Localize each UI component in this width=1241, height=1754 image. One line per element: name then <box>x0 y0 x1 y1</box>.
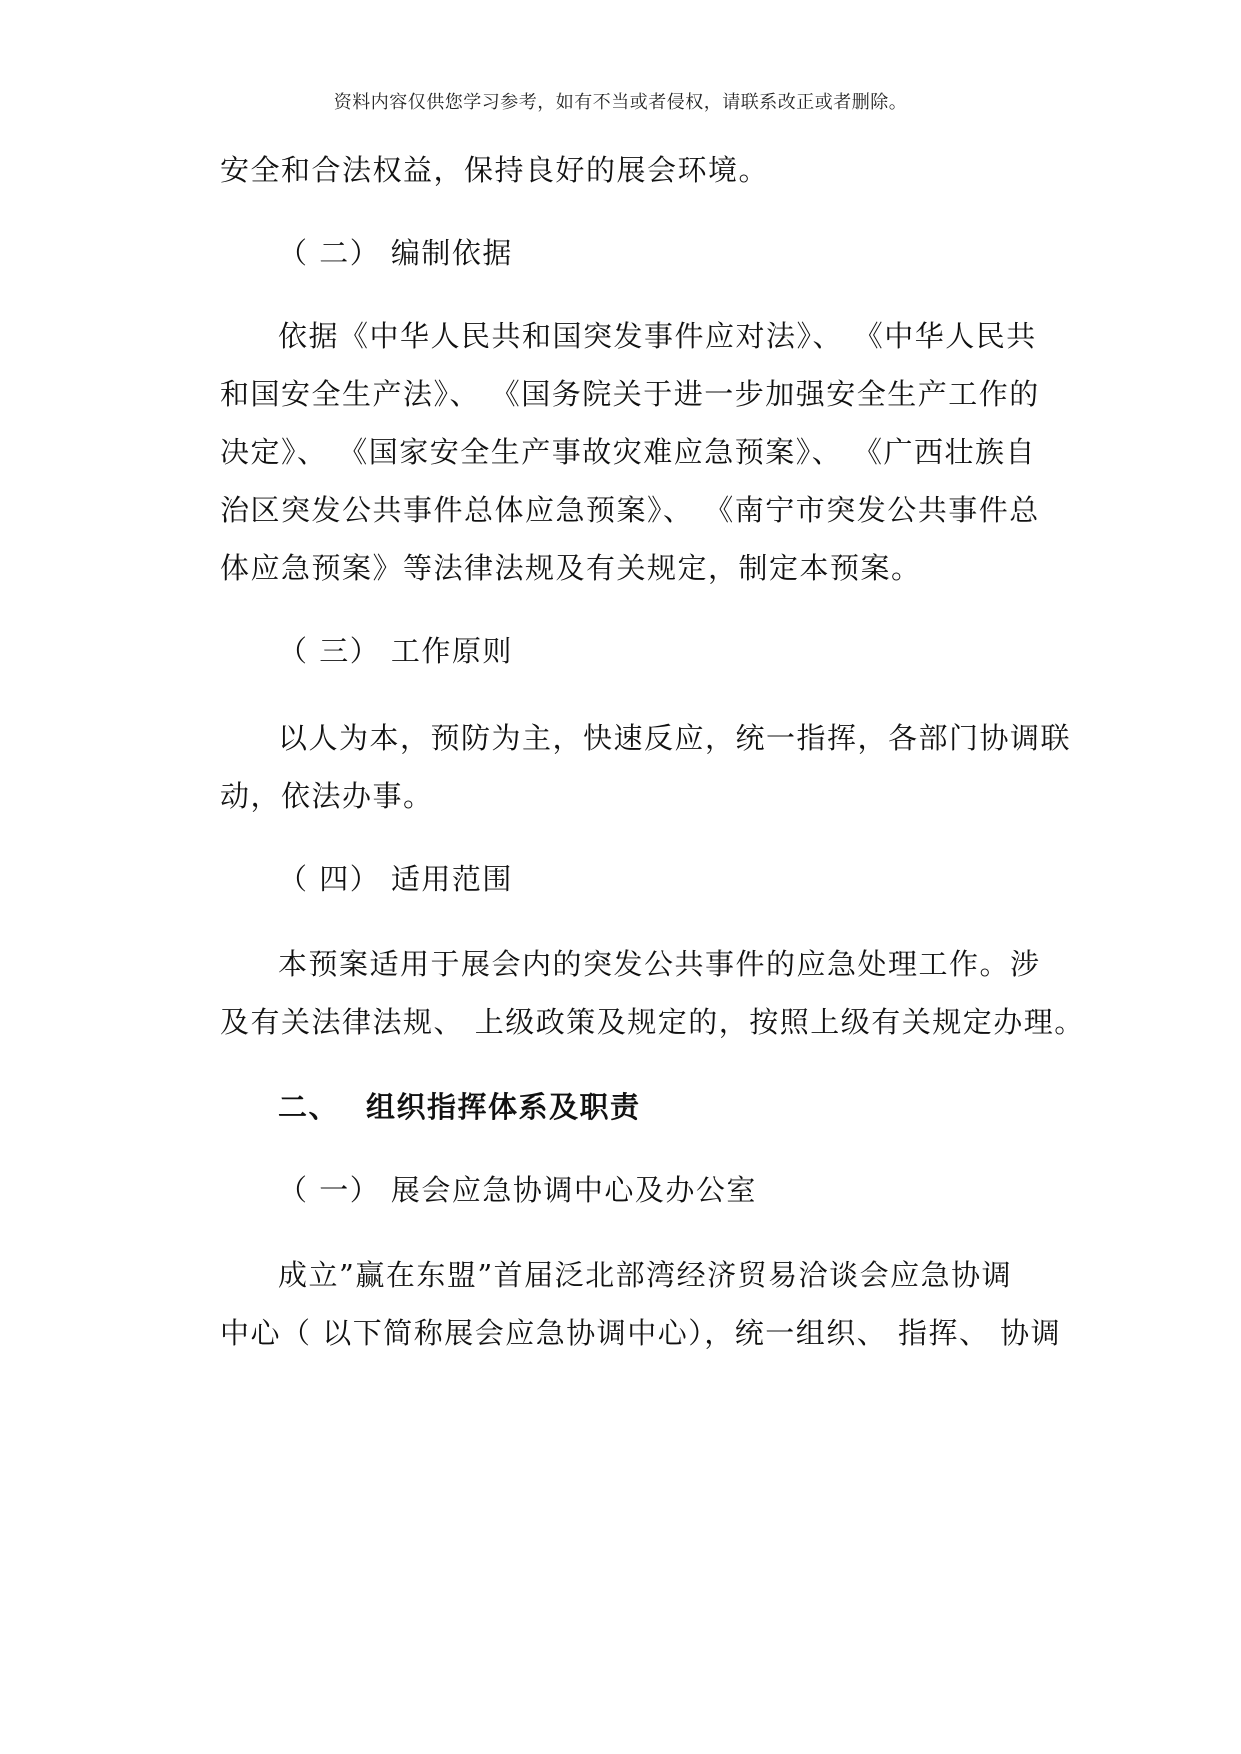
subheading-coordination-center: （ 一） 展会应急协调中心及办公室 <box>278 1173 757 1207</box>
paragraph-line: 本预案适用于展会内的突发公共事件的应急处理工作。涉 <box>278 947 1041 981</box>
paragraph-line: 动，依法办事。 <box>220 779 434 813</box>
subheading-scope: （ 四） 适用范围 <box>278 862 513 896</box>
paragraph-line: 决定》、 《国家安全生产事故灾难应急预案》、 《广西壮族自 <box>220 435 1036 469</box>
paragraph-line: 成立”赢在东盟”首届泛北部湾经济贸易洽谈会应急协调 <box>278 1258 1013 1292</box>
paragraph-line: 及有关法律法规、 上级政策及规定的，按照上级有关规定办理。 <box>220 1005 1085 1039</box>
subheading-principles: （ 三） 工作原则 <box>278 634 513 668</box>
section-number: 二、 <box>278 1090 340 1124</box>
header-disclaimer: 资料内容仅供您学习参考，如有不当或者侵权，请联系改正或者删除。 <box>333 92 908 113</box>
paragraph-line: 中心（ 以下简称展会应急协调中心），统一组织、 指挥、 协调 <box>220 1316 1062 1350</box>
paragraph-line: 体应急预案》等法律法规及有关规定，制定本预案。 <box>220 551 922 585</box>
paragraph-line: 和国安全生产法》、 《国务院关于进一步加强安全生产工作的 <box>220 377 1040 411</box>
subheading-basis: （ 二） 编制依据 <box>278 236 513 270</box>
paragraph-line: 依据《中华人民共和国突发事件应对法》、 《中华人民共 <box>278 319 1037 353</box>
section-title: 组织指挥体系及职责 <box>366 1090 641 1124</box>
section-heading <box>278 1089 1020 1125</box>
paragraph-line: 治区突发公共事件总体应急预案》、 《南宁市突发公共事件总 <box>220 493 1040 527</box>
paragraph-line: 以人为本，预防为主，快速反应，统一指挥，各部门协调联 <box>278 721 1072 755</box>
paragraph-line: 安全和合法权益，保持良好的展会环境。 <box>220 153 770 187</box>
